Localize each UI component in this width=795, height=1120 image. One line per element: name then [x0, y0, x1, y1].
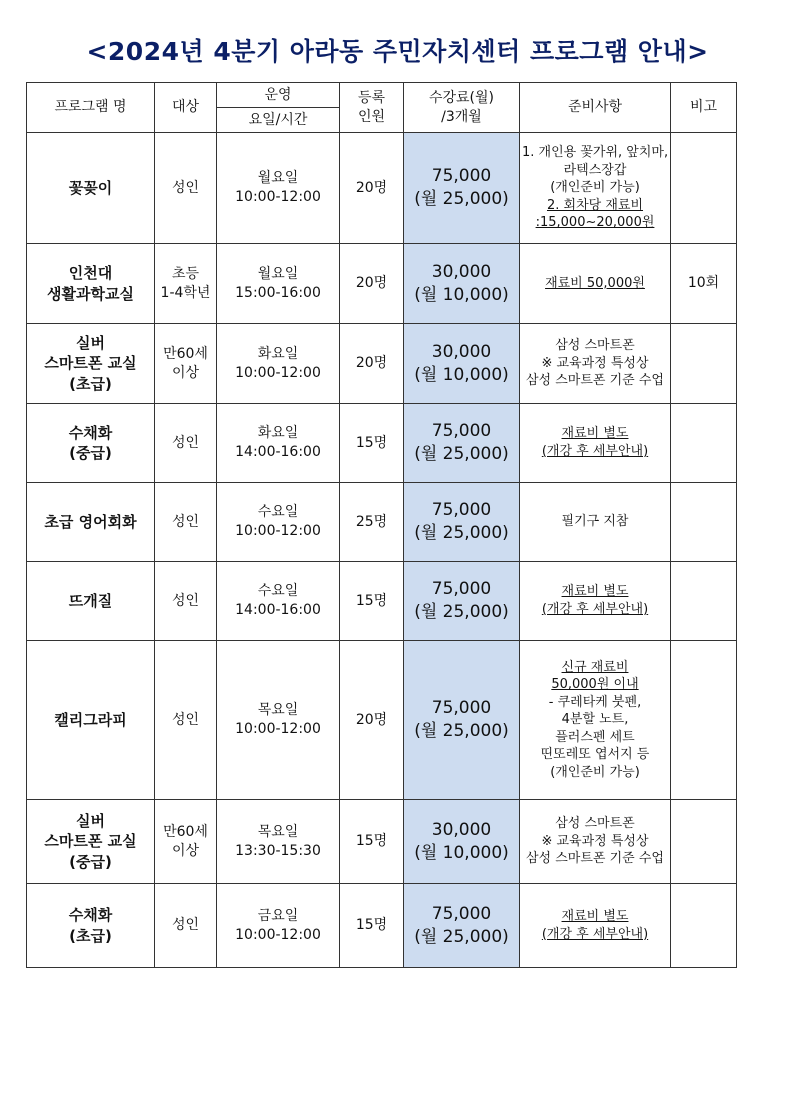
- target-line: 1-4학년: [160, 284, 211, 301]
- schedule-cell: [217, 404, 340, 483]
- program-name-line: 캘리그라피: [54, 710, 127, 729]
- schedule-cell: [217, 483, 340, 562]
- preparation-line: ※ 교육과정 특성상: [541, 355, 649, 371]
- note-cell: [671, 133, 737, 244]
- schedule-line: 수요일: [257, 504, 299, 521]
- preparation-cell: [520, 244, 671, 324]
- preparation-line: (개인준비 가능): [550, 180, 640, 196]
- fee-line: 75,000: [431, 421, 492, 442]
- fee-line: (월 25,000): [414, 189, 509, 209]
- schedule-line: 14:00-16:00: [235, 602, 321, 618]
- preparation-line: - 쿠레타케 붓펜,: [548, 694, 642, 710]
- capacity-cell: 15명: [340, 800, 404, 884]
- schedule-cell: [217, 800, 340, 884]
- header-program: 프로그램 명: [27, 83, 155, 133]
- target-line: 성인: [171, 711, 200, 728]
- note-cell: [671, 324, 737, 404]
- capacity-cell: 25명: [340, 483, 404, 562]
- fee-line: (월 10,000): [414, 842, 509, 863]
- schedule-cell: [217, 133, 340, 244]
- preparation-line: 삼성 스마트폰 기준 수업: [526, 851, 664, 867]
- fee-line: (월 25,000): [414, 721, 509, 741]
- capacity-cell: 20명: [340, 641, 404, 800]
- program-name: [27, 800, 155, 884]
- target-line: 성인: [171, 917, 200, 934]
- target-line: 만60세: [163, 823, 208, 840]
- table-row: [27, 324, 737, 404]
- schedule-line: 화요일: [257, 425, 299, 442]
- fee-line: 75,000: [431, 579, 492, 600]
- preparation-cell: [520, 562, 671, 641]
- program-name: [27, 641, 155, 800]
- schedule-line: 10:00-12:00: [235, 926, 321, 943]
- target-line: 성인: [171, 434, 200, 451]
- target-line: 이상: [171, 364, 200, 381]
- program-name: [27, 244, 155, 324]
- header-day-time: 요일/시간: [217, 108, 340, 133]
- program-name: [27, 483, 155, 562]
- fee-line: 75,000: [431, 903, 492, 924]
- program-name: [27, 884, 155, 968]
- schedule-line: 15:00-16:00: [235, 284, 321, 301]
- fee-cell: [404, 884, 520, 968]
- header-target: 대상: [155, 83, 217, 133]
- fee-cell: [404, 562, 520, 641]
- target-cell: [155, 884, 217, 968]
- preparation-line: 1. 개인용 꽃가위, 앞치마,: [522, 145, 669, 161]
- preparation-cell: [520, 800, 671, 884]
- note-cell: [671, 404, 737, 483]
- fee-cell: [404, 244, 520, 324]
- preparation-line: 2. 회차당 재료비: [546, 197, 644, 213]
- table-row: [27, 884, 737, 968]
- target-cell: [155, 244, 217, 324]
- preparation-line: 50,000원 이내: [551, 677, 639, 693]
- schedule-cell: [217, 562, 340, 641]
- schedule-cell: [217, 884, 340, 968]
- table-row: [27, 133, 737, 244]
- program-name-line: 수채화: [68, 906, 113, 925]
- program-name-line: (초급): [69, 374, 112, 393]
- table-row: [27, 483, 737, 562]
- page-title: <2024년 4분기 아라동 주민자치센터 프로그램 안내>: [86, 37, 709, 66]
- header-fee-line: 수강료(월): [428, 89, 495, 106]
- target-cell: [155, 562, 217, 641]
- header-operation: 운영: [217, 83, 340, 108]
- target-line: 성인: [171, 592, 200, 609]
- fee-cell: [404, 800, 520, 884]
- target-cell: [155, 404, 217, 483]
- fee-line: 30,000: [431, 261, 492, 282]
- fee-line: (월 25,000): [414, 444, 509, 464]
- preparation-line: 재료비 별도: [561, 584, 629, 600]
- schedule-cell: [217, 324, 340, 404]
- target-cell: [155, 133, 217, 244]
- header-note: 비고: [671, 83, 737, 133]
- schedule-line: 10:00-12:00: [235, 523, 321, 539]
- preparation-line: 플러스펜 세트: [555, 729, 635, 745]
- fee-cell: [404, 404, 520, 483]
- header-capacity-line: 인원: [357, 108, 386, 125]
- program-name-line: 스마트폰 교실: [44, 832, 137, 851]
- fee-cell: [404, 324, 520, 404]
- program-name: [27, 562, 155, 641]
- target-line: 성인: [171, 179, 200, 196]
- target-line: 성인: [171, 513, 200, 530]
- preparation-line: 재료비 별도: [561, 908, 629, 924]
- program-name-line: 인천대: [68, 264, 113, 283]
- header-preparation: 준비사항: [520, 83, 671, 133]
- fee-line: (월 25,000): [414, 926, 509, 947]
- capacity-cell: 20명: [340, 133, 404, 244]
- schedule-line: 금요일: [257, 907, 299, 924]
- schedule-line: 월요일: [257, 265, 299, 282]
- fee-line: 30,000: [431, 341, 492, 362]
- preparation-line: 삼성 스마트폰 기준 수업: [526, 373, 664, 389]
- preparation-cell: [520, 641, 671, 800]
- preparation-cell: [520, 324, 671, 404]
- schedule-line: 14:00-16:00: [235, 444, 321, 460]
- schedule-line: 10:00-12:00: [235, 364, 321, 381]
- schedule-cell: [217, 244, 340, 324]
- fee-line: (월 10,000): [414, 364, 509, 385]
- preparation-cell: [520, 483, 671, 562]
- target-cell: [155, 483, 217, 562]
- target-cell: [155, 641, 217, 800]
- note-cell: [671, 641, 737, 800]
- table-row: [27, 404, 737, 483]
- header-fee-line: /3개월: [441, 108, 482, 125]
- preparation-line: 재료비 별도: [561, 426, 629, 442]
- preparation-line: 띤또레또 엽서지 등: [540, 747, 650, 763]
- program-name-line: (초급): [69, 926, 112, 945]
- preparation-cell: [520, 884, 671, 968]
- target-line: 이상: [171, 842, 200, 859]
- schedule-line: 10:00-12:00: [235, 189, 321, 205]
- capacity-cell: 15명: [340, 404, 404, 483]
- header-fee: [404, 83, 520, 133]
- fee-line: (월 25,000): [414, 523, 509, 543]
- preparation-line: (개강 후 세부안내): [541, 444, 649, 459]
- capacity-cell: 20명: [340, 244, 404, 324]
- table-row: [27, 800, 737, 884]
- target-cell: [155, 800, 217, 884]
- schedule-line: 수요일: [257, 583, 299, 600]
- schedule-line: 13:30-15:30: [235, 842, 321, 859]
- table-row: [27, 562, 737, 641]
- preparation-line: (개강 후 세부안내): [541, 602, 649, 617]
- preparation-line: 라텍스장갑: [563, 162, 627, 178]
- capacity-cell: 15명: [340, 884, 404, 968]
- preparation-line: ※ 교육과정 특성상: [541, 833, 649, 849]
- preparation-line: 신규 재료비: [561, 659, 629, 675]
- preparation-line: 재료비 50,000원: [545, 275, 645, 291]
- program-name-line: 생활과학교실: [47, 284, 134, 303]
- header-capacity: [340, 83, 404, 133]
- fee-cell: [404, 483, 520, 562]
- capacity-cell: 20명: [340, 324, 404, 404]
- schedule-line: 목요일: [257, 702, 299, 719]
- schedule-line: 10:00-12:00: [235, 721, 321, 737]
- program-name-line: (중급): [69, 444, 112, 462]
- fee-cell: [404, 641, 520, 800]
- header-capacity-line: 등록: [357, 89, 386, 106]
- fee-line: (월 25,000): [414, 602, 509, 622]
- program-name-line: (중급): [69, 852, 112, 871]
- preparation-line: 필기구 지참: [561, 514, 629, 530]
- fee-line: 75,000: [431, 500, 492, 521]
- program-rows: [27, 133, 737, 968]
- schedule-line: 월요일: [257, 170, 299, 187]
- fee-cell: [404, 133, 520, 244]
- table-row: [27, 244, 737, 324]
- target-line: 초등: [171, 265, 200, 282]
- preparation-line: 4분할 노트,: [561, 712, 629, 728]
- note-cell: [671, 562, 737, 641]
- preparation-line: :15,000~20,000원: [535, 215, 655, 231]
- schedule-line: 목요일: [257, 823, 299, 840]
- program-name-line: 뜨개질: [68, 591, 113, 610]
- program-name-line: 스마트폰 교실: [44, 354, 137, 373]
- schedule-cell: [217, 641, 340, 800]
- program-table: [26, 82, 737, 968]
- note-cell: 10회: [671, 244, 737, 324]
- program-name-line: 실버: [76, 334, 105, 353]
- program-name: [27, 324, 155, 404]
- program-name: [27, 404, 155, 483]
- fee-line: (월 10,000): [414, 284, 509, 305]
- preparation-cell: [520, 404, 671, 483]
- schedule-line: 화요일: [257, 345, 299, 362]
- capacity-cell: 15명: [340, 562, 404, 641]
- preparation-line: (개인준비 가능): [550, 764, 640, 780]
- target-cell: [155, 324, 217, 404]
- fee-line: 75,000: [431, 698, 492, 719]
- note-cell: [671, 800, 737, 884]
- fee-line: 75,000: [431, 166, 492, 187]
- program-name-line: 꽃꽂이: [68, 178, 113, 197]
- program-name: [27, 133, 155, 244]
- fee-line: 30,000: [431, 819, 492, 840]
- preparation-line: 삼성 스마트폰: [555, 816, 635, 832]
- preparation-line: (개강 후 세부안내): [541, 926, 649, 942]
- table-row: [27, 641, 737, 800]
- program-name-line: 수채화: [68, 423, 113, 442]
- program-name-line: 초급 영어회화: [44, 512, 137, 531]
- preparation-cell: [520, 133, 671, 244]
- program-name-line: 실버: [76, 812, 105, 831]
- note-cell: [671, 884, 737, 968]
- note-cell: [671, 483, 737, 562]
- preparation-line: 삼성 스마트폰: [555, 338, 635, 354]
- target-line: 만60세: [163, 345, 208, 362]
